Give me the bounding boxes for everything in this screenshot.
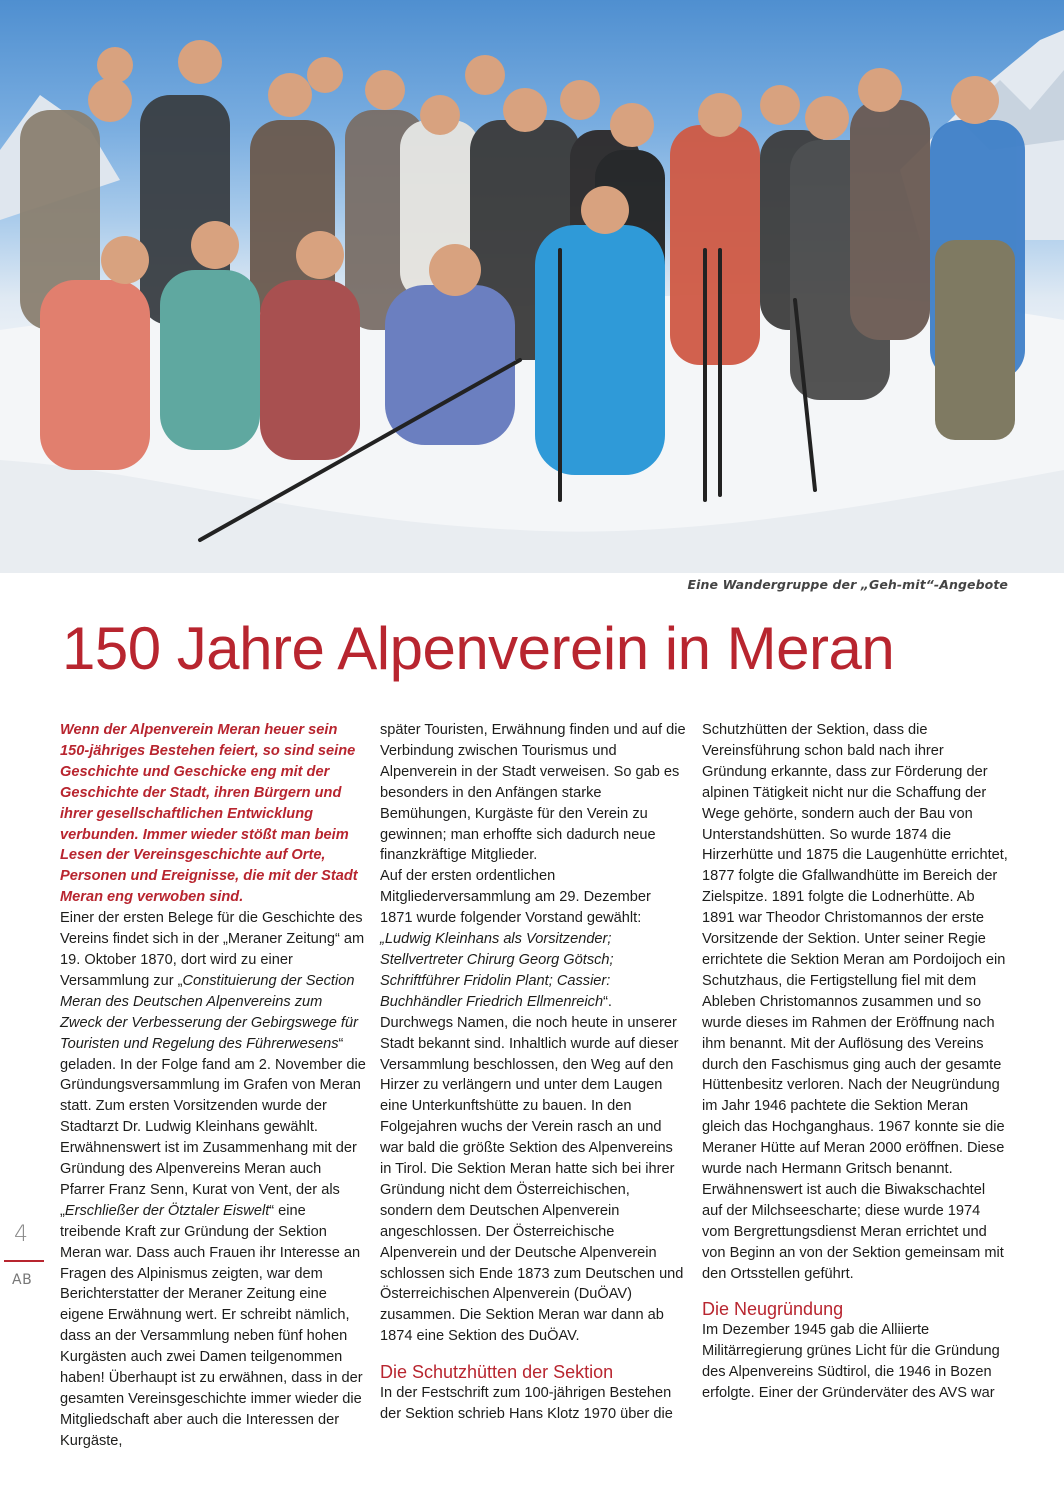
text-span: Einer der ersten Belege für die Geschichte des Vereins findet sich in der „Meraner Zeitung“ am 19. Oktober 1870, dort wird zu einer Versammlung zur „: [60, 910, 365, 989]
lead-paragraph: Wenn der Alpenverein Meran heuer sein 150-jähriges Bestehen feiert, so sind seine Geschichte und Geschicke eng mit der Geschichte der Stadt, ihren Bürgern und ihrer gesellschaftlichen Entwicklung verbunden. Immer wieder stößt man beim Lesen der Vereinsgeschichte auf Orte, Personen und Ereignisse, die mit der Stadt Meran eng verwoben sind.: [60, 722, 358, 906]
quote-span: „Ludwig Kleinhans als Vorsitzender; Stellvertreter Chirurg Georg Götsch; Schriftführer Fridolin Plant; Cassier: Buchhändler Friedrich Ellmenreich: [380, 931, 614, 1010]
text-span: “ geladen. In der Folge fand am 2. November die Gründungsversammlung im Grafen von Meran statt. Zum ersten Vorsitzenden wurde der Stadtarzt Dr. Ludwig Kleinhans gewählt. Erwähnenswert ist im Zusammenhang mit der Gründung des Alpenvereins Meran auch Pfarrer Franz Senn, Kurat von Vent, der als „: [60, 1035, 366, 1219]
group-photo: [0, 0, 1064, 573]
photo-caption: Eine Wandergruppe der „Geh-mit“-Angebote: [687, 577, 1008, 592]
text-column-1: [60, 720, 366, 1452]
quote-span: Constituierung der Section Meran des Deutschen Alpenvereins zum Zweck der Verbesserung der Gebirgswege für Touristen und Regelung des Führerwesens: [60, 972, 358, 1052]
article-title: 150 Jahre Alpenverein in Meran: [62, 615, 895, 682]
text-span: “. Durchwegs Namen, die noch heute in unserer Stadt bekannt sind. Inhaltlich wurde auf dieser Versammlung beschlossen, den Weg auf den Hirzer zu verlängern und unter dem Laugen eine Unterkunftshütte zu bauen. In den Folgejahren wuchs der Verein rasch an und war bald die größte Sektion des Alpenvereins in Tirol. Die Sektion Meran hatte sich bei ihrer Gründung nicht dem Österreichischen, sondern dem Deutschen Alpenverein angeschlossen. Der Österreichische Alpenverein und der Deutsche Alpenverein schlossen sich Ende 1873 zum Deutschen und Österreichischen Alpenverein (DuÖAV) zusammen. Die Sektion Meran war dann ab 1874 eine Sektion des DuÖAV.: [380, 993, 684, 1345]
page-number: 4: [14, 1222, 28, 1247]
section-heading: Die Schutzhütten der Sektion: [380, 1362, 614, 1383]
quote-span: Erschließer der Ötztaler Eiswelt: [64, 1202, 270, 1219]
body-paragraph: In der Festschrift zum 100-jährigen Bestehen der Sektion schrieb Hans Klotz 1970 über die: [380, 1385, 673, 1423]
publication-logo: AB: [12, 1272, 33, 1288]
body-paragraph: [380, 866, 686, 1347]
group-photo-illustration: [0, 0, 1064, 573]
text-span: “ eine treibende Kraft zur Gründung der Sektion Meran war. Dass auch Frauen ihr Interesse an Fragen des Alpinismus zeigten, war dem Berichterstatter der Meraner Zeitung eine eigene Erwähnung wert. Er schreibt nämlich, dass an der Versammlung neben fünf hohen Kurgästen auch zwei Damen teilgenommen haben! Überhaupt ist zu erwähnen, dass in der gesamten Vereinsgeschichte immer wieder die Mitgliedschaft aber auch die Interessen der Kurgäste,: [60, 1202, 363, 1449]
body-paragraph: Schutzhütten der Sektion, dass die Vereinsführung schon bald nach ihrer Gründung erkannte, dass zur Förderung der alpinen Tätigkeit nicht nur die Schaffung der Wege gehörte, sondern auch der Bau von Unterstandshütten. So wurde 1874 die Hirzerhütte und 1875 die Laugenhütte errichtet, 1877 folgte die Gfallwandhütte im Bereich der Zielspitze. 1891 folgte die Lodnerhütte. Ab 1891 war Theodor Christomannos der erste Vorsitzende der Sektion. Unter seiner Regie errichtete die Sektion Meran am Pordoijoch ein Schutzhaus, die Fertigstellung fiel mit dem Ableben Christomannos zusammen und so wurde dieses im Rahmen der Eröffnung nach ihm benannt. Mit der Auflösung des Vereins durch den Faschismus ging auch der gesamte Hüttenbesitz verloren. Nach der Neugründung im Jahr 1946 pachtete die Sektion Meran gleich das Hochganghaus. 1967 konnte sie die Meraner Hütte auf Meran 2000 eröffnen. Diese wurde nach Hermann Gritsch benannt. Erwähnenswert ist auch die Biwakschachtel auf der Milchseescharte; diese wurde 1974 vom Bergrettungsdienst Meran errichtet und von Beginn an von der Sektion gemeinsam mit den Ortsstellen geführt.: [702, 722, 1008, 1282]
body-paragraph: später Touristen, Erwähnung finden und auf die Verbindung zwischen Tourismus und Alpenverein in der Stadt verweisen. So gab es besonders in den Anfängen starke Bemühungen, Kurgäste für den Verein zu gewinnen; man erhoffte sich dadurch neue finanzkräftige Mitglieder.: [380, 722, 686, 864]
body-paragraph: Im Dezember 1945 gab die Alliierte Militärregierung grünes Licht für die Gründung des Alpenvereins Südtirol, die 1946 in Bozen erfolgte. Einer der Gründerväter des AVS war: [702, 1322, 1000, 1402]
section-heading: Die Neugründung: [702, 1299, 844, 1320]
text-column-3: [702, 720, 1008, 1404]
text-column-2: [380, 720, 686, 1425]
body-paragraph: [60, 908, 366, 1452]
text-span: Auf der ersten ordentlichen Mitgliederversammlung am 29. Dezember 1871 wurde folgender Vorstand gewählt:: [380, 868, 651, 927]
page-rule: [4, 1260, 44, 1262]
